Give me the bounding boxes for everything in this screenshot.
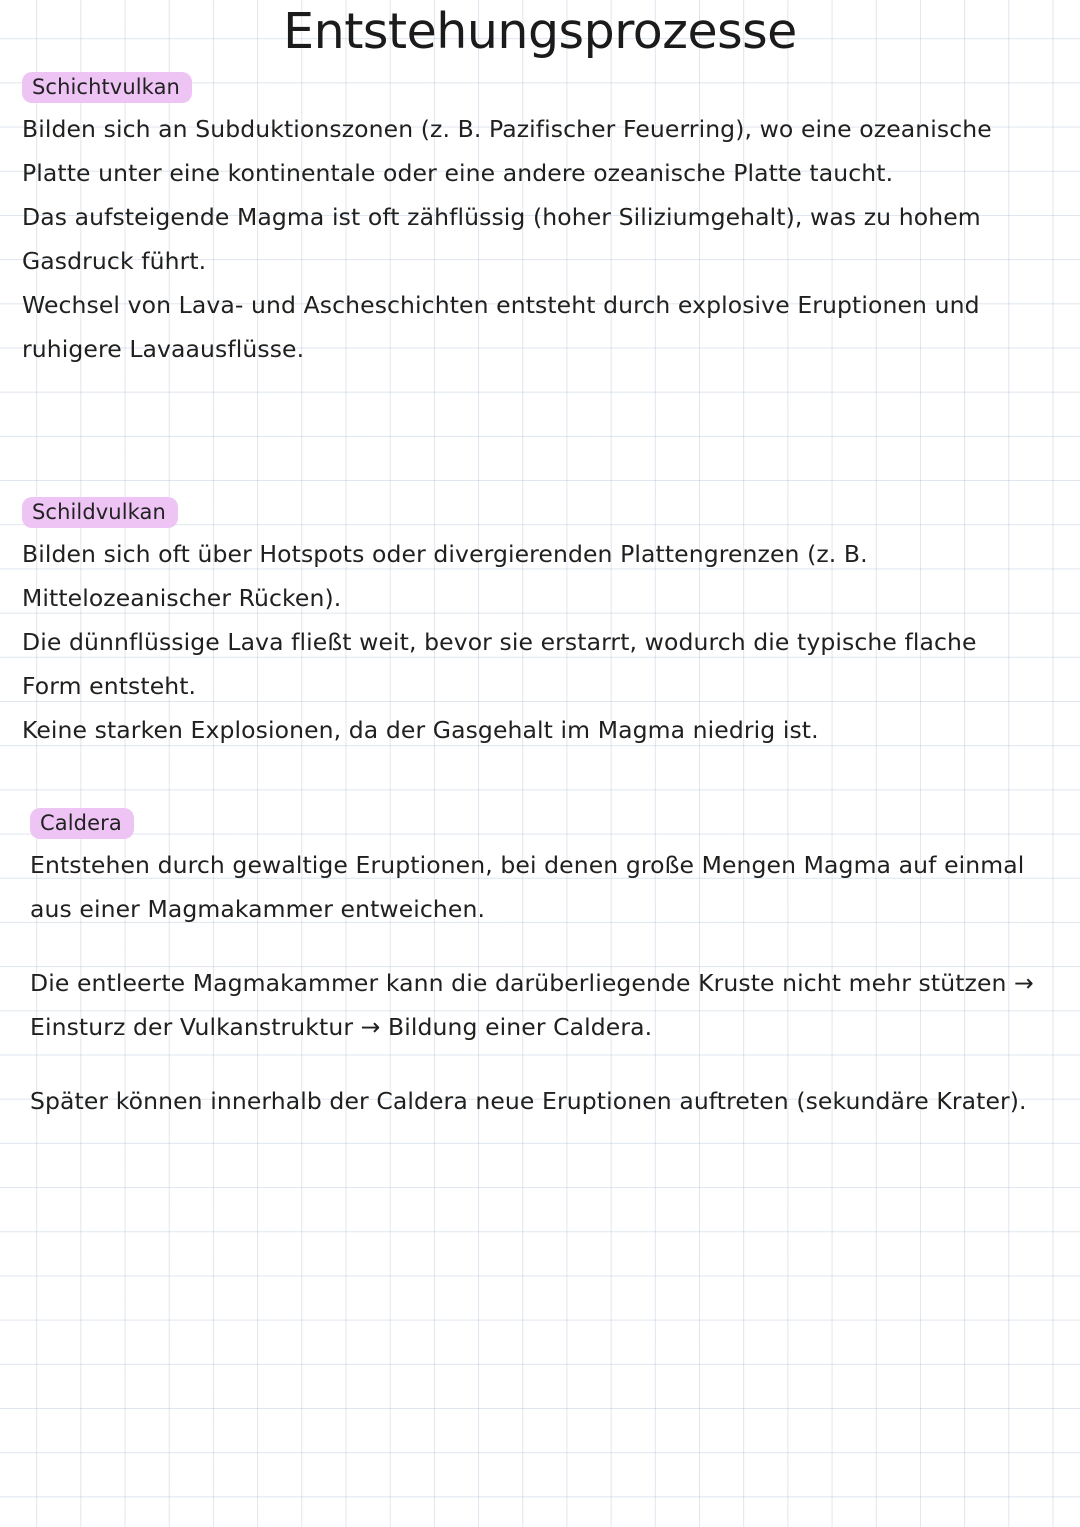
paragraph-caldera-3: Später können innerhalb der Caldera neue Eruptionen auftreten (sekundäre Krater). xyxy=(30,1087,1027,1116)
section-heading-schildvulkan: Schildvulkan xyxy=(22,497,178,528)
paragraph-caldera-1: Entstehen durch gewaltige Eruptionen, bei denen große Mengen Magma auf einmal aus einer Magmakammer entweichen. xyxy=(30,851,1025,924)
spacer xyxy=(30,1049,1050,1079)
paragraph-schichtvulkan-3: Wechsel von Lava- und Ascheschichten entsteht durch explosive Eruptionen und ruhigere Lavaausflüsse. xyxy=(22,291,980,364)
paragraph-schildvulkan-1: Bilden sich oft über Hotspots oder divergierenden Plattengrenzen (z. B. Mittelozeanischer Rücken). xyxy=(22,540,868,613)
section-heading-caldera: Caldera xyxy=(30,808,134,839)
section-caldera xyxy=(30,808,1050,1123)
section-heading-schichtvulkan: Schichtvulkan xyxy=(22,72,192,103)
section-schichtvulkan xyxy=(22,72,1057,371)
paragraph-caldera-2: Die entleerte Magmakammer kann die darüberliegende Kruste nicht mehr stützen → Einsturz der Vulkanstruktur → Bildung einer Caldera. xyxy=(30,969,1034,1042)
spacer xyxy=(30,931,1050,961)
paragraph-schichtvulkan-2: Das aufsteigende Magma ist oft zähflüssig (hoher Siliziumgehalt), was zu hohem Gasdruck führt. xyxy=(22,203,981,276)
paragraph-schildvulkan-3: Keine starken Explosionen, da der Gasgehalt im Magma niedrig ist. xyxy=(22,716,819,745)
section-schildvulkan xyxy=(22,497,1067,752)
paragraph-schichtvulkan-1: Bilden sich an Subduktionszonen (z. B. Pazifischer Feuerring), wo eine ozeanische Platte unter eine kontinentale oder eine andere ozeanische Platte taucht. xyxy=(22,115,992,188)
page-title: Entstehungsprozesse xyxy=(283,3,797,60)
heading-wrap-schildvulkan xyxy=(22,497,1067,528)
paragraph-schildvulkan-2: Die dünnflüssige Lava fließt weit, bevor sie erstarrt, wodurch die typische flache Form entsteht. xyxy=(22,628,977,701)
heading-wrap-caldera xyxy=(30,808,1050,839)
heading-wrap-schichtvulkan xyxy=(22,72,1057,103)
